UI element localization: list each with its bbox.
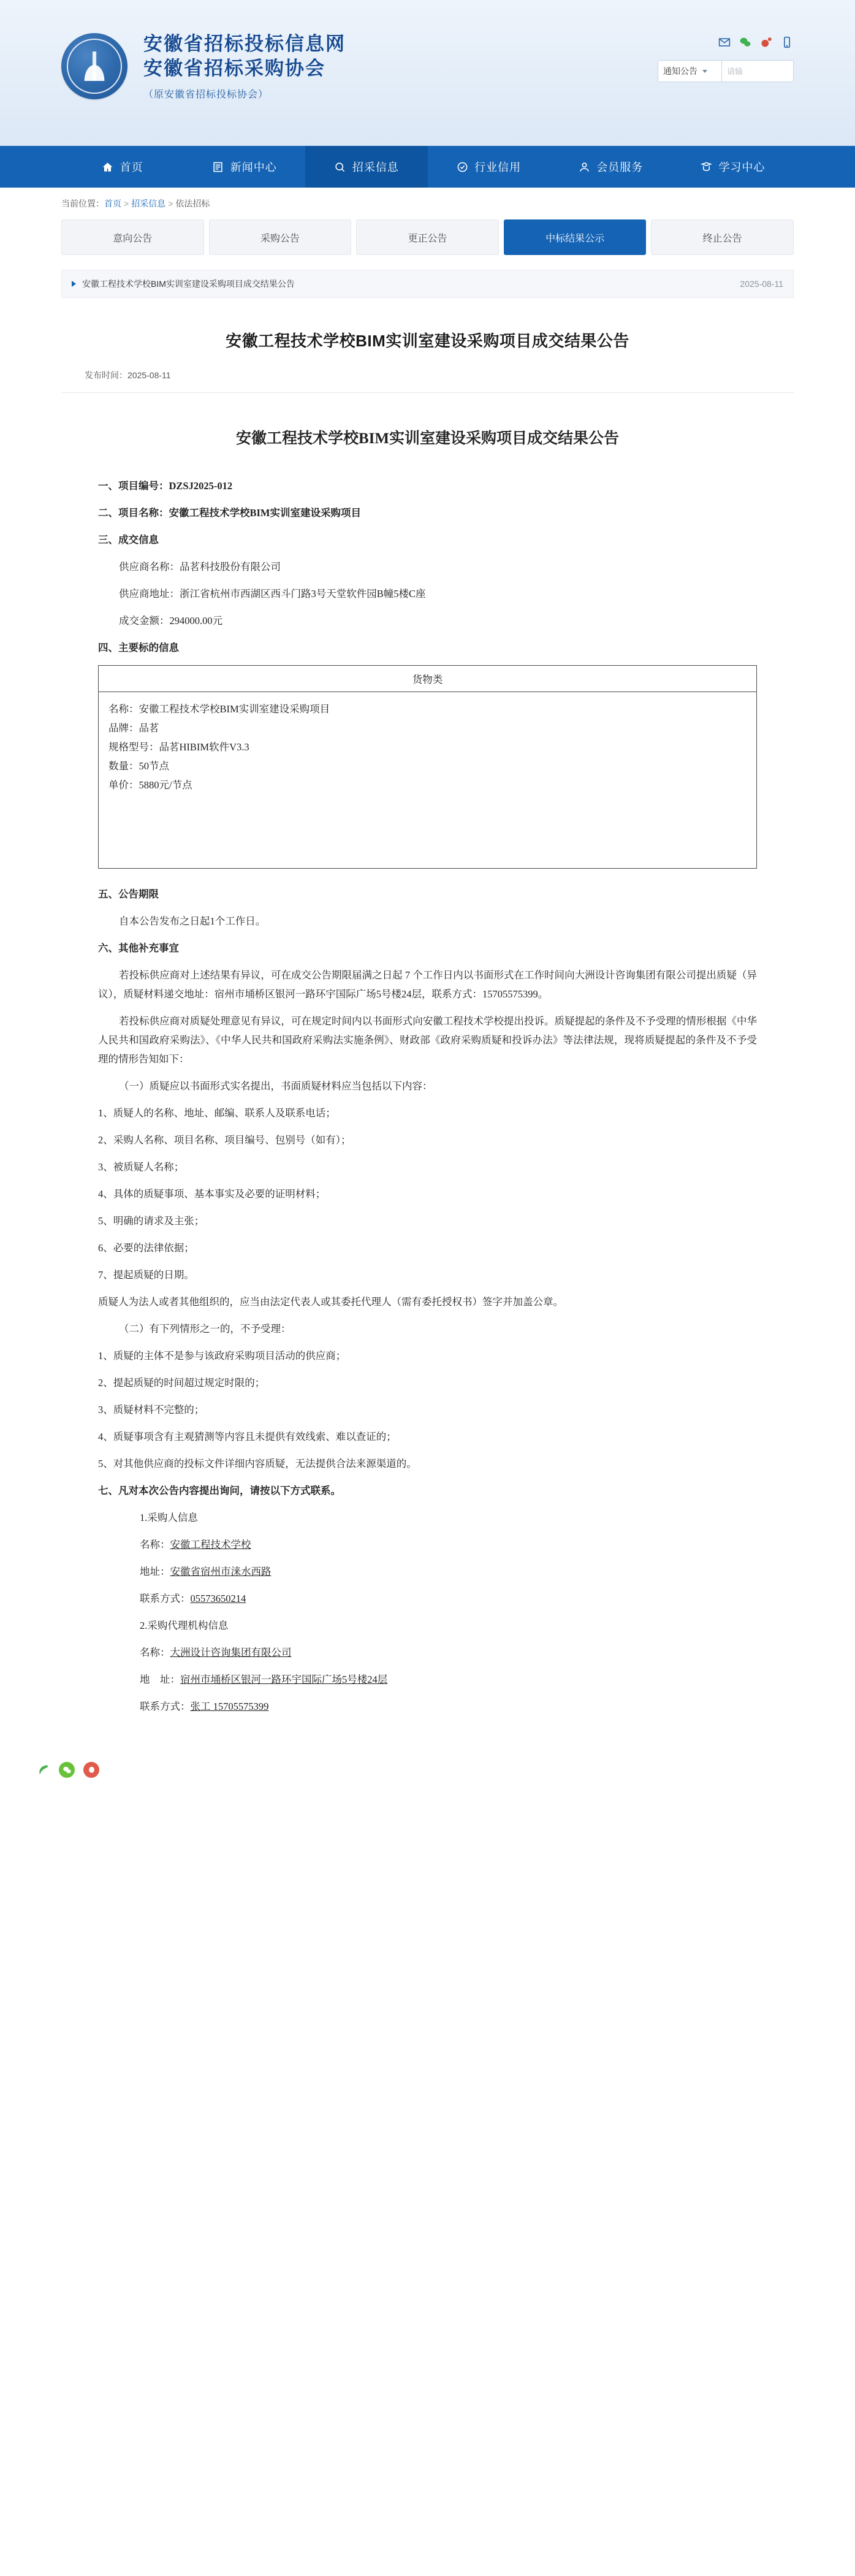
wechat-icon[interactable] (59, 1762, 75, 1778)
nav-item-home[interactable] (61, 146, 183, 188)
other-matters-p4: 质疑人为法人或者其他组织的，应当由法定代表人或其委托代理人（需有委托授权书）签字并加盖公章。 (98, 1296, 563, 1308)
agent-address-label: 地 址： (140, 1674, 180, 1685)
nav-label-study: 学习中心 (718, 161, 766, 173)
breadcrumb-item-bid-info[interactable]: 招采信息 (131, 199, 166, 208)
table-header-goods: 货物类 (99, 666, 757, 692)
goods-unit-price: 单价：5880元/节点 (108, 779, 192, 791)
other-matters-p3: （一）质疑应以书面形式实名提出，书面质疑材料应当包括以下内容： (119, 1080, 433, 1092)
bid-icon (334, 161, 346, 173)
nav-label-news: 新闻中心 (230, 161, 277, 173)
header-search[interactable] (653, 60, 794, 82)
chevron-down-icon (702, 70, 707, 73)
logo-title-line1: 安徽省招标投标信息网 (143, 33, 346, 55)
header-mini-icon-group (653, 36, 794, 49)
breadcrumb-separator-2: > (168, 199, 173, 208)
tab-label-intention: 意向公告 (113, 233, 153, 244)
tab-label-termination: 终止公告 (702, 233, 742, 244)
agent-name-row (98, 1643, 757, 1662)
credit-icon (456, 161, 468, 173)
table-header-row (99, 666, 757, 692)
buyer-contact-row (98, 1589, 757, 1608)
query-item-2: 2、采购人名称、项目名称、项目编号、包别号（如有）； (98, 1134, 351, 1146)
section-project-name: 二、项目名称：安徽工程技术学校BIM实训室建设采购项目 (98, 507, 361, 519)
news-icon (212, 161, 224, 173)
goods-model: 规格型号：品茗HIBIM软件V3.3 (108, 741, 249, 753)
tab-correction-notice[interactable] (356, 219, 499, 255)
breadcrumb-item-home[interactable]: 首页 (104, 199, 121, 208)
query-item-6: 6、必要的法律依据； (98, 1242, 194, 1254)
buyer-info-heading: 1.采购人信息 (140, 1512, 198, 1523)
reject-item-3: 3、质疑材料不完整的； (98, 1404, 205, 1416)
study-icon (700, 161, 712, 173)
search-category-value: 通知公告 (663, 66, 697, 76)
section-main-subject: 四、主要标的信息 (98, 642, 179, 654)
query-item-7: 7、提起质疑的日期。 (98, 1269, 194, 1281)
article-container (61, 298, 794, 1748)
goods-quantity: 数量：50节点 (108, 760, 169, 772)
breadcrumb-prefix: 当前位置： (61, 199, 104, 208)
query-item-4: 4、具体的质疑事项、基本事实及必要的证明材料； (98, 1188, 326, 1200)
strip-date: 2025-08-11 (740, 279, 783, 289)
announcement-body (61, 426, 794, 1748)
main-nav (0, 146, 855, 188)
tab-label-correction: 更正公告 (408, 233, 447, 244)
current-announcement-strip[interactable] (61, 270, 794, 298)
supplier-name: 供应商名称：品茗科技股份有限公司 (119, 561, 281, 573)
buyer-address-label: 地址： (140, 1566, 170, 1577)
section-other-matters: 六、其他补充事宜 (98, 942, 179, 954)
leaf-icon[interactable] (37, 1763, 50, 1777)
nav-label-member: 会员服务 (596, 161, 644, 173)
goods-name: 名称：安徽工程技术学校BIM实训室建设采购项目 (108, 703, 330, 715)
wechat-icon[interactable] (739, 36, 752, 49)
qq-icon[interactable] (83, 1762, 99, 1778)
nav-label-bid-info: 招采信息 (352, 161, 399, 173)
agent-contact-row (98, 1697, 757, 1716)
tab-label-purchase: 采购公告 (260, 233, 300, 244)
supplier-address: 供应商地址：浙江省杭州市西湖区西斗门路3号天堂软件园B幢5楼C座 (119, 588, 426, 600)
nav-label-home: 首页 (120, 161, 143, 173)
agent-name-label: 名称： (140, 1647, 170, 1658)
search-input[interactable] (721, 60, 794, 82)
strip-title: 安徽工程技术学校BIM实训室建设采购项目成交结果公告 (82, 279, 295, 289)
announcement-tabs (61, 219, 794, 255)
breadcrumb-item-current: 依法招标 (175, 199, 210, 208)
query-item-5: 5、明确的请求及主张； (98, 1215, 205, 1227)
chevron-right-icon (72, 281, 76, 287)
reject-item-2: 2、提起质疑的时间超过规定时限的； (98, 1377, 265, 1389)
goods-brand: 品牌：品茗 (108, 722, 159, 734)
mail-icon[interactable] (718, 36, 731, 49)
nav-label-credit: 行业信用 (474, 161, 522, 173)
nav-item-member[interactable] (550, 146, 672, 188)
home-icon (102, 161, 114, 173)
section-project-number: 一、项目编号：DZSJ2025-012 (98, 480, 233, 492)
breadcrumb-separator-1: > (124, 199, 129, 208)
notice-period-body: 自本公告发布之日起1个工作日。 (119, 915, 266, 927)
reject-item-4: 4、质疑事项含有主观猜测等内容且未提供有效线索、难以查证的； (98, 1431, 397, 1442)
footer-icon-bar (0, 1748, 855, 1791)
buyer-contact-value: 05573650214 (190, 1593, 246, 1604)
reject-item-1: 1、质疑的主体不是参与该政府采购项目活动的供应商； (98, 1350, 346, 1362)
site-logo[interactable] (61, 32, 346, 101)
buyer-name-value: 安徽工程技术学校 (170, 1539, 251, 1550)
tab-award-result[interactable] (504, 219, 647, 255)
agent-name-value: 大洲设计咨询集团有限公司 (170, 1647, 292, 1658)
agent-info-heading: 2.采购代理机构信息 (140, 1620, 229, 1631)
document-title: 安徽工程技术学校BIM实训室建设采购项目成交结果公告 (235, 430, 619, 447)
table-row (99, 692, 757, 869)
tab-intention-notice[interactable] (61, 219, 204, 255)
weibo-icon[interactable] (759, 36, 773, 49)
query-item-1: 1、质疑人的名称、地址、邮编、联系人及联系电话； (98, 1107, 336, 1119)
buyer-address-row (98, 1562, 757, 1581)
tab-termination-notice[interactable] (651, 219, 794, 255)
member-icon (578, 161, 590, 173)
divider (61, 392, 794, 393)
agent-address-row (98, 1670, 757, 1689)
search-category-select[interactable] (658, 60, 721, 82)
agent-contact-label: 联系方式： (140, 1701, 191, 1712)
award-amount: 成交金额：294000.00元 (119, 615, 223, 627)
tab-purchase-notice[interactable] (209, 219, 352, 255)
buyer-name-row (98, 1535, 757, 1554)
publish-time: 发布时间：2025-08-11 (85, 370, 171, 380)
nav-item-bid-info[interactable] (305, 146, 427, 188)
goods-table (98, 665, 757, 869)
buyer-name-label: 名称： (140, 1539, 170, 1550)
page-title: 安徽工程技术学校BIM实训室建设采购项目成交结果公告 (226, 332, 629, 350)
buyer-address-value: 安徽省宿州市涞水西路 (170, 1566, 272, 1577)
other-matters-p1: 若投标供应商对上述结果有异议，可在成交公告期限届满之日起 7 个工作日内以书面形式在工作时间向大洲设计咨询集团有限公司提出质疑（异议），质疑材料递交地址：宿州市埇桥区银河一路环宇国际广场5号楼24层，联系方式：15705575399。 (98, 969, 757, 1000)
table-cell-goods-detail (99, 692, 757, 869)
breadcrumb (0, 188, 855, 219)
site-header (0, 0, 855, 146)
section-notice-period: 五、公告期限 (98, 888, 159, 900)
reject-item-5: 5、对其他供应商的投标文件详细内容质疑，无法提供合法来源渠道的。 (98, 1458, 417, 1469)
buyer-contact-label: 联系方式： (140, 1593, 191, 1604)
section-award-info: 三、成交信息 (98, 534, 159, 546)
agent-address-value: 宿州市埇桥区银河一路环宇国际广场5号楼24层 (180, 1674, 388, 1685)
tab-label-award-result: 中标结果公示 (545, 233, 605, 244)
query-item-3: 3、被质疑人名称； (98, 1161, 184, 1173)
nav-item-study[interactable] (672, 146, 794, 188)
nav-item-credit[interactable] (428, 146, 550, 188)
agent-contact-value: 张工 15705575399 (190, 1701, 269, 1712)
other-matters-p2: 若投标供应商对质疑处理意见有异议，可在规定时间内以书面形式向安徽工程技术学校提出投诉。质疑提起的条件及不予受理的情形根据《中华人民共和国政府采购法》、《中华人民共和国政府采购法实施条例》、财政部《政府采购质疑和投诉办法》等法律法规，现将质疑提起的条件及不予受理的情形告知如下： (98, 1015, 757, 1065)
logo-emblem-icon (61, 33, 127, 99)
logo-title-line2: 安徽省招标采购协会 (143, 58, 325, 79)
logo-subtitle: （原安徽省招标投标协会） (143, 90, 269, 100)
section-contact: 七、凡对本次公告内容提出询问，请按以下方式联系。 (98, 1485, 341, 1496)
nav-item-news[interactable] (183, 146, 305, 188)
other-matters-p5: （二）有下列情形之一的，不予受理： (119, 1323, 291, 1335)
mobile-icon[interactable] (780, 36, 794, 49)
